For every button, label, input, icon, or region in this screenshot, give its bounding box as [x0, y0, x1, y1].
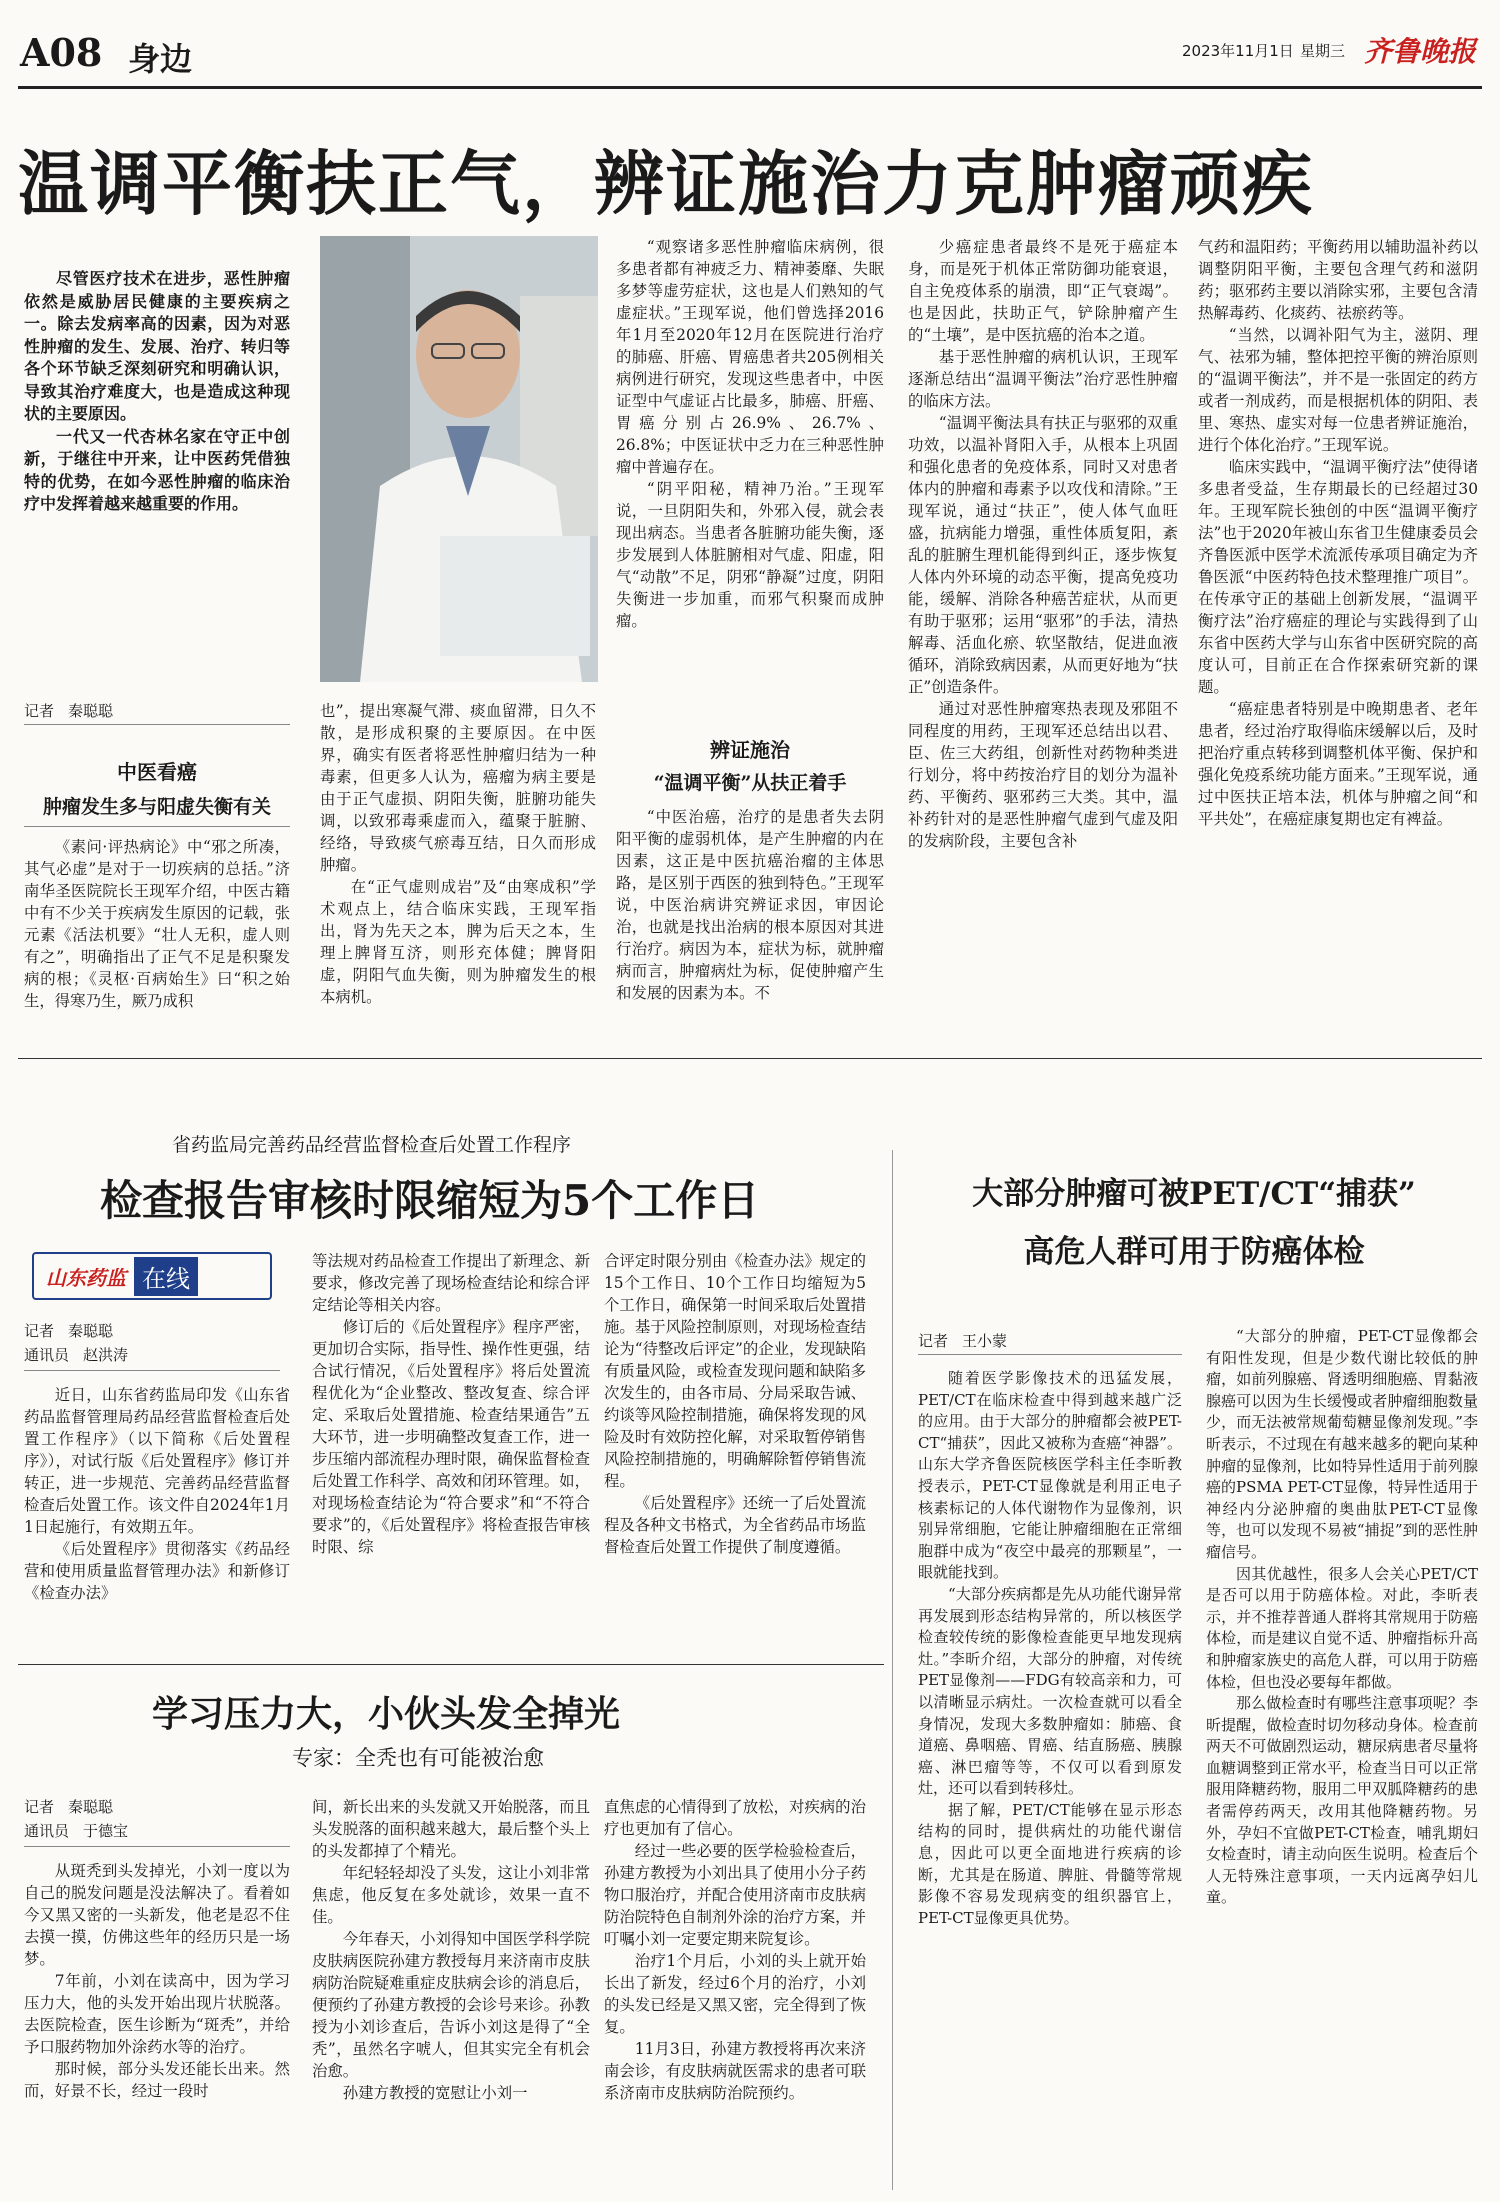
- article-3-byline: 记者 王小蒙: [918, 1332, 1008, 1350]
- issue-date: 2023年11月1日: [1182, 42, 1294, 60]
- article-2-col3: 合评定时限分别由《检查办法》规定的15个工作日、10个工作日均缩短为5个工作日，确保第一时间采取后处置措施。基于风险控制原则，对现场检查结论为“待整改后评定”的企业，发现缺陷有质量风险，或检查发现问题和缺陷多次发生的，由各市局、分局采取告诫、约谈等风险控制措施，确保将发现的风险及时有效防控化解，对采取暂停销售风险控制措施的，明确解除暂停销售流程。 《后处置程序》还统一了后处置流程及各种文书格式，为全省药品市场监督检查后处置工作提供了制度遵循。: [604, 1252, 866, 1556]
- article-3-col2: “大部分的肿瘤，PET-CT显像都会有阳性发现，但是少数代谢比较低的肿瘤，如前列腺癌、肾透明细胞癌、胃黏液腺癌可以因为生长缓慢或者肿瘤细胞数量少，而无法被常规葡萄糖显像剂发现。”李昕表示，不过现在有越来越多的靶向某种肿瘤的显像剂，比如特异性适用于前列腺癌的PSMA PET-CT显像，特异性适用于神经内分泌肿瘤的奥曲肽PET-CT显像等，也可以发现不易被“捕捉”到的恶性肿瘤信号。 因其优越性，很多人会关心PET/CT是否可以用于防癌体检。对此，李昕表示，并不推荐普通人群将其常规用于防癌体检，而是建议自觉不适、肿瘤指标升高和肿瘤家族史的高危人群，可以用于防癌体检，但也没必要每年都做。 那么做检查时有哪些注意事项呢？李昕提醒，做检查时切勿移动身体。检查前两天不可做剧烈运动，糖尿病患者尽量将血糖调整到正常水平，检查当日可以正常服用降糖药物，服用二甲双胍降糖药的患者需停药两天，改用其他降糖药物。另外，孕妇不宜做PET-CT检查，哺乳期妇女检查时，请主动向医生说明。检查后个人无特殊注意事项，一天内远离孕妇儿童。: [1206, 1327, 1478, 1907]
- byline-rule-3: [918, 1354, 1182, 1355]
- article-1-col5: 气药和温阳药；平衡药用以辅助温补药以调整阴阳平衡，主要包含理气药和滋阴药；驱邪药主要以消除实邪，主要包含清热解毒药、化痰药、祛瘀药等。 “当然，以调补阳气为主，滋阴、理气、祛邪为辅，整体把控平衡的辨治原则的“温调平衡法”，并不是一张固定的药方或者一剂成药，而是根据机体的阴阳、表里、寒热、虚实对每一位患者辨证施治，进行个体化治疗。”王现军说。 临床实践中，“温调平衡疗法”使得诸多患者受益，生存期最长的已经超过30年。王现军院长独创的中医“温调平衡疗法”也于2020年被山东省卫生健康委员会齐鲁医派中医学术流派传承项目确定为齐鲁医派“中医药特色技术整理推广项目”。在传承守正的基础上创新发展，“温调平衡疗法”治疗癌症的理论与实践得到了山东省中医药大学与山东省中医研究院的高度认可，目前正在合作探索研究新的课题。 “癌症患者特别是中晚期患者、老年患者，经过治疗取得临床缓解以后，及时把治疗重点转移到调整机体平衡、保护和强化免疫系统功能方面来。”王现军说，通过中医扶正培本法，机体与肿瘤之间“和平共处”，在癌症康复期也定有裨益。: [1198, 238, 1478, 828]
- article-1-lead: 尽管医疗技术在进步，恶性肿瘤依然是威胁居民健康的主要疾病之一。除去发病率高的因素，因为对恶性肿瘤的发生、发展、治疗、转归等各个环节缺乏深刻研究和明确认识，导致其治疗难度大，也是造成这种现状的主要原因。 一代又一代杏林名家在守正中创新，于继往中开来，让中医药凭借独特的优势，在如今恶性肿瘤的临床治疗中发挥着越来越重要的作用。: [24, 269, 290, 513]
- doctor-portrait-image: [320, 236, 598, 682]
- logo-text-a: 山东药监: [46, 1265, 126, 1290]
- article-4-col2: 间，新长出来的头发就又开始脱落，而且头发脱落的面积越来越大，最后整个头上的头发都掉了个精光。 年纪轻轻却没了头发，这让小刘非常焦虑，他反复在多处就诊，效果一直不佳。 今年春天，小刘得知中国医学科学院皮肤病医院孙建方教授每月来济南市皮肤病防治院疑难重症皮肤病会诊的消息后，便预约了孙建方教授的会诊号来诊。孙教授为小刘诊查后，告诉小刘这是得了“全秃”，虽然名字唬人，但其实完全有机会治愈。 孙建方教授的宽慰让小刘一: [312, 1798, 590, 2102]
- article-2-col2: 等法规对药品检查工作提出了新理念、新要求，修改完善了现场检查结论和综合评定结论等相关内容。 修订后的《后处置程序》程序严密，更加切合实际，指导性、操作性更强，结合试行情况，《后处置程序》将后处置流程优化为“企业整改、整改复查、综合评定、采取后处置措施、检查结果通告”五大环节，进一步明确整改复查工作，进一步压缩内部流程办理时限，确保监督检查后处置工作科学、高效和闭环管理。如，对现场检查结论为“符合要求”和“不符合要求”的，《后处置程序》将检查报告审核时限、综: [312, 1252, 590, 1556]
- article-1-byline: 记者 秦聪聪: [24, 702, 114, 720]
- masthead-rule: [18, 86, 1482, 89]
- article-4-byline-1: 记者 秦聪聪: [24, 1798, 114, 1816]
- article-2-byline-1: 记者 秦聪聪: [24, 1322, 114, 1340]
- issue-weekday: 星期三: [1300, 42, 1346, 60]
- logo-text-b: 在线: [134, 1257, 198, 1296]
- article-1-col4: 少癌症患者最终不是死于癌症本身，而是死于机体正常防御功能衰退，自主免疫体系的崩溃，即“正气衰竭”。也是因此，扶助正气，铲除肿瘤产生的“土壤”，是中医抗癌的治本之道。 基于恶性肿瘤的病机认识，王现军逐渐总结出“温调平衡法”治疗恶性肿瘤的临床方法。 “温调平衡法具有扶正与驱邪的双重功效，以温补肾阳入手，从根本上巩固和强化患者的免疫体系，同时又对患者体内的肿瘤和毒素予以攻伐和清除。”王现军说，通过“扶正”，使人体气血旺盛，抗病能力增强，重性体质复阳，紊乱的脏腑生理机能得到纠正，逐步恢复人体内外环境的动态平衡，提高免疫功能，缓解、消除各种癌苦症状，从而更有助于驱邪；运用“驱邪”的手法，清热解毒、活血化瘀、软坚散结，促进血液循环，消除致病因素，从而更好地为“扶正”创造条件。 通过对恶性肿瘤寒热表现及邪阻不同程度的用药，王现军还总结出以君、臣、佐三大药组，创新性对药物种类进行划分，将中药按治疗目的划分为温补药、平衡药、驱邪药三大类。其中，温补药针对的是恶性肿瘤气虚到气虚及阳的发病阶段，主要包含补: [908, 238, 1178, 850]
- article-1-col3-bottom: “中医治癌，治疗的是患者失去阴阳平衡的虚弱机体，是产生肿瘤的内在因素，这正是中医抗癌治瘤的主体思路，是区别于西医的独到特色。”王现军说，中医治病讲究辨证求因，审因论治，也就是找出治病的根本原因对其进行治疗。病因为本，症状为标，就肿瘤病而言，肿瘤病灶为标，促使肿瘤产生和发展的因素为本。不: [616, 808, 884, 1002]
- shandong-fda-online-logo: [32, 1252, 272, 1300]
- subhead-rule: [24, 826, 290, 827]
- section-divider-1: [18, 1058, 1482, 1059]
- article-3-headline-a: 大部分肿瘤可被PET/CT“捕获”: [972, 1176, 1416, 1212]
- article-1-subhead-1b: 肿瘤发生多与阳虚失衡有关: [42, 796, 271, 818]
- byline-rule-2: [24, 1370, 280, 1371]
- article-1-col3-top: “观察诸多恶性肿瘤临床病例，很多患者都有神疲乏力、精神萎靡、失眠多梦等虚劳症状，这也是人们熟知的气虚症状。”王现军说，他们曾选择2016年1月至2020年12月在医院进行治疗的肺癌、肝癌、胃癌患者共205例相关病例进行研究，发现这些患者中，中医证型中气虚证占比最多，肺癌、肝癌、胃癌分别占26.9%、26.7%、26.8%；中医证状中乏力在三种恶性肿瘤中普遍存在。 “阴平阳秘，精神乃治。”王现军说，一旦阴阳失和，外邪入侵，就会表现出病态。当患者各脏腑功能失衡，逐步发展到人体脏腑相对气虚、阳虚，阳气“动散”不足，阴邪“静凝”过度，阴阳失衡进一步加重，而邪气积聚而成肿瘤。: [616, 238, 884, 630]
- section-title: 身边: [128, 40, 193, 78]
- article-1-subhead-1a: 中医看癌: [117, 760, 197, 784]
- article-1-headline: 温调平衡扶正气，辨证施治力克肿瘤顽疾: [18, 142, 1314, 225]
- article-4-col1: 从斑秃到头发掉光，小刘一度以为自己的脱发问题是没法解决了。看着如今又黑又密的一头新发，他老是忍不住去摸一摸，仿佛这些年的经历只是一场梦。 7年前，小刘在读高中，因为学习压力大，他的头发开始出现片状脱落。去医院检查，医生诊断为“斑秃”，并给予口服药物加外涂药水等的治疗。 那时候，部分头发还能长出来。然而，好景不长，经过一段时: [24, 1862, 290, 2100]
- article-2-col1: 近日，山东省药监局印发《山东省药品监督管理局药品经营监督检查后处置工作程序》（以下简称《后处置程序》），对试行版《后处置程序》修订并转正，进一步规范、完善药品经营监督检查后处置工作。该文件自2024年1月1日起施行，有效期五年。 《后处置程序》贯彻落实《药品经营和使用质量监督管理办法》和新修订《检查办法》: [24, 1386, 290, 1602]
- byline-rule-4: [24, 1846, 290, 1847]
- article-3-headline-b: 高危人群可用于防癌体检: [1023, 1234, 1365, 1270]
- article-1-subhead-2a: 辨证施治: [710, 738, 790, 762]
- article-1-col2: 也”，提出寒凝气滞、痰血留滞，日久不散，是形成积聚的主要原因。在中医界，确实有医者将恶性肿瘤归结为一种毒素，但更多人认为，癌瘤为病主要是由于正气虚损、阴阳失衡，脏腑功能失调，以致邪毒乘虚而入，蕴聚于脏腑、经络，导致痰气瘀毒互结，日久而形成肿瘤。 在“正气虚则成岩”及“由寒成积”学术观点上，结合临床实践，王现军指出，肾为先天之本，脾为后天之本，生理上脾肾互济，则形充体健；脾肾阳虚，阴阳气血失衡，则为肿瘤发生的根本病机。: [320, 702, 596, 1006]
- column-divider-right: [892, 1150, 893, 2190]
- section-divider-2: [18, 1664, 884, 1665]
- article-4-headline: 学习压力大，小伙头发全掉光: [152, 1693, 621, 1735]
- paper-logo: 齐鲁晚报: [1364, 35, 1477, 68]
- article-4-col3: 直焦虑的心情得到了放松，对疾病的治疗也更加有了信心。 经过一些必要的医学检验检查后，孙建方教授为小刘出具了使用小分子药物口服治疗，并配合使用济南市皮肤病防治院特色自制剂外涂的治疗方案，并叮嘱小刘一定要定期来院复诊。 治疗1个月后，小刘的头上就开始长出了新发，经过6个月的治疗，小刘的头发已经是又黑又密，完全得到了恢复。 11月3日，孙建方教授将再次来济南会诊，有皮肤病就医需求的患者可联系济南市皮肤病防治院预约。: [604, 1798, 866, 2102]
- byline-rule: [24, 724, 290, 725]
- article-4-subhead: 专家：全秃也有可能被治愈: [292, 1746, 544, 1770]
- article-3-col1: 随着医学影像技术的迅猛发展，PET/CT在临床检查中得到越来越广泛的应用。由于大部分的肿瘤都会被PET-CT“捕获”，因此又被称为查癌“神器”。山东大学齐鲁医院核医学科主任李昕教授表示，PET-CT显像就是利用正电子核素标记的人体代谢物作为显像剂，识别异常细胞，它能让肿瘤细胞在正常细胞群中成为“夜空中最亮的那颗星”，一眼就能找到。 “大部分疾病都是先从功能代谢异常再发展到形态结构异常的，所以核医学检查较传统的影像检查能更早地发现病灶。”李昕介绍，大部分的肿瘤，对传统PET显像剂——FDG有较高亲和力，可以清晰显示病灶。一次检查就可以看全身情况，发现大多数肿瘤如：肺癌、食道癌、鼻咽癌、胃癌、结直肠癌、胰腺癌、淋巴瘤等等，不仅可以看到原发灶，还可以看到转移灶。 据了解，PET/CT能够在显示形态结构的同时，提供病灶的功能代谢信息，因此可以更全面地进行疾病的诊断，尤其是在肠道、脾脏、骨髓等常规影像不容易发现病变的组织器官上，PET-CT显像更具优势。: [918, 1369, 1182, 1927]
- doctor-photo: [320, 236, 598, 682]
- article-2-headline: 检查报告审核时限缩短为5个工作日: [100, 1176, 760, 1225]
- article-1-subhead-2b: “温调平衡”从扶正着手: [653, 772, 847, 794]
- page-code: A08: [20, 30, 103, 75]
- article-1-col1: 《素问·评热病论》中“邪之所凑，其气必虚”是对于一切疾病的总括。”济南华圣医院院长王现军介绍，中医古籍中有不少关于疾病发生原因的记载，张元素《活法机要》“壮人无积，虚人则有之”，明确指出了正气不足是积聚发病的根；《灵枢·百病始生》曰“积之始生，得寒乃生，厥乃成积: [24, 838, 290, 1010]
- article-2-kicker: 省药监局完善药品经营监督检查后处置工作程序: [172, 1134, 572, 1156]
- article-4-byline-2: 通讯员 于德宝: [24, 1822, 129, 1840]
- article-2-byline-2: 通讯员 赵洪涛: [24, 1346, 129, 1364]
